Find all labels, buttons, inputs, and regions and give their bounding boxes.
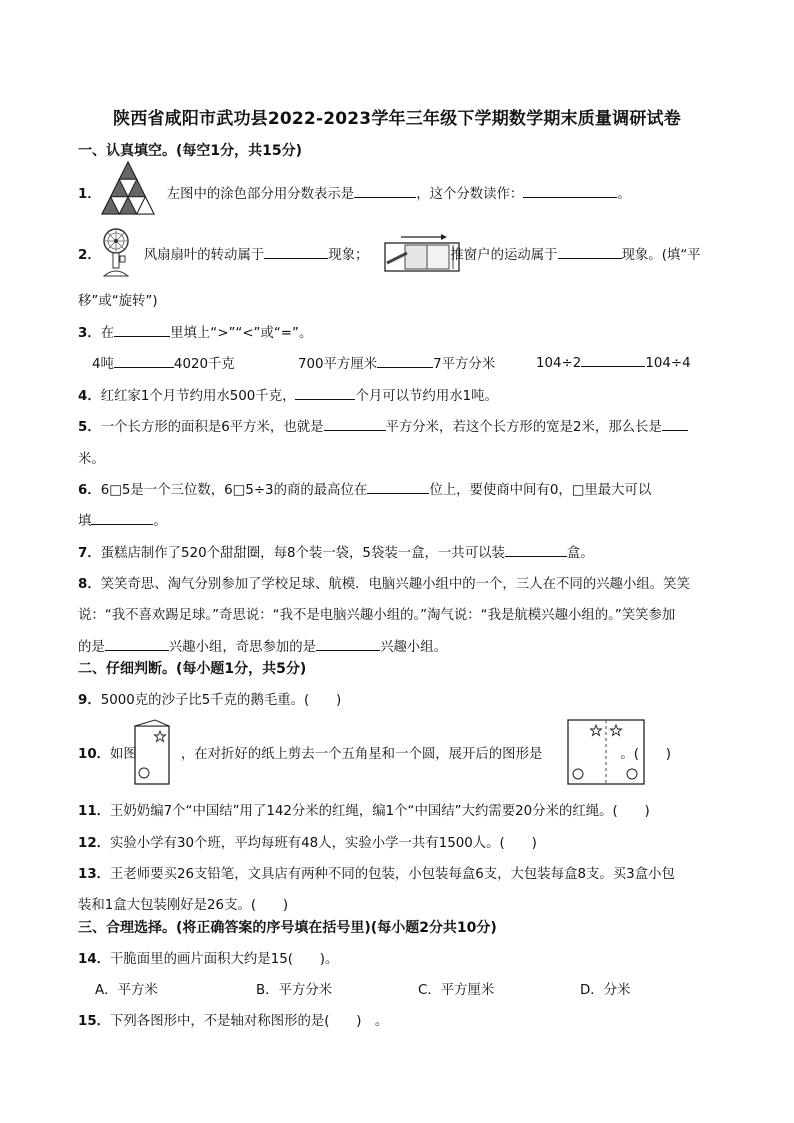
question-7: 7．蛋糕店制作了520个甜甜圈，每8个装一袋，5袋装一盒，一共可以装 盒。 bbox=[78, 542, 594, 561]
question-1: 1． 左图中的涂色部分用分数表示是 ，这个分数读作： 。 bbox=[78, 183, 631, 202]
compare-item-1: 4吨 4020千克 bbox=[92, 353, 235, 372]
section-1-heading: 一、认真填空。(每空1分，共15分) bbox=[78, 143, 303, 159]
question-15: 15．下列各图形中，不是轴对称图形的是( ) 。 bbox=[78, 1014, 389, 1029]
answer-blank[interactable] bbox=[367, 480, 429, 494]
question-9: 9．5000克的沙子比5千克的鹅毛重。( ) bbox=[78, 693, 342, 708]
question-12: 12．实验小学有30个班，平均每班有48人，实验小学一共有1500人。( ) bbox=[78, 836, 537, 851]
answer-blank[interactable] bbox=[114, 323, 170, 337]
question-4: 4．红红家1个月节约用水500千克， 个月可以节约用水1吨。 bbox=[78, 385, 498, 404]
answer-blank[interactable] bbox=[316, 637, 380, 651]
answer-blank[interactable] bbox=[264, 245, 328, 259]
question-6-continued: 填 。 bbox=[78, 510, 167, 529]
compare-item-2: 700平方厘米 7平方分米 bbox=[298, 353, 495, 372]
question-13: 13．王老师要买26支铅笔，文具店有两种不同的包装，小包装每盒6支，大包装每盒8支。买3盒小包 bbox=[78, 867, 675, 882]
question-10: 10．如图 ，在对折好的纸上剪去一个五角星和一个圆，展开后的图形是 。( ) bbox=[78, 747, 671, 762]
question-11: 11．王奶奶编7个“中国结”用了142分米的红绳，编1个“中国结”大约需要20分米的红绳。( ) bbox=[78, 804, 650, 819]
section-3-heading: 三、合理选择。(将正确答案的序号填在括号里)(每小题2分共10分) bbox=[78, 920, 497, 936]
answer-blank[interactable] bbox=[114, 354, 174, 368]
answer-blank[interactable] bbox=[505, 543, 567, 557]
answer-blank[interactable] bbox=[377, 354, 433, 368]
answer-blank[interactable] bbox=[105, 637, 169, 651]
answer-blank[interactable] bbox=[662, 417, 688, 431]
answer-blank[interactable] bbox=[354, 184, 416, 198]
question-6: 6．6□5是一个三位数，6□5÷3的商的最高位在 位上，要使商中间有0，□里最大可以 bbox=[78, 479, 651, 498]
question-13-line-2: 装和1盒大包装刚好是26支。( ) bbox=[78, 898, 289, 913]
section-2-heading: 二、仔细判断。(每小题1分，共5分) bbox=[78, 661, 307, 677]
answer-blank[interactable] bbox=[581, 353, 645, 367]
question-5: 5．一个长方形的面积是6平方米，也就是 平方分米，若这个长方形的宽是2米，那么长是 bbox=[78, 416, 688, 435]
option-d[interactable]: D．分米 bbox=[580, 983, 631, 998]
question-8: 8．笑笑奇思、淘气分别参加了学校足球、航模．电脑兴趣小组中的一个，三人在不同的兴趣小组。笑笑 bbox=[78, 577, 690, 592]
question-2-continued: 移”或“旋转”) bbox=[78, 294, 158, 309]
compare-item-3: 104÷2 104÷4 bbox=[536, 353, 691, 371]
question-14: 14．干脆面里的画片面积大约是15( )。 bbox=[78, 952, 339, 967]
answer-blank[interactable] bbox=[295, 386, 355, 400]
option-c[interactable]: C．平方厘米 bbox=[418, 983, 495, 998]
question-8-line-3: 的是 兴趣小组，奇思参加的是 兴趣小组。 bbox=[78, 636, 447, 655]
question-2: 2． 风扇扇叶的转动属于 现象； 推窗户的运动属于 现象。(填“平 bbox=[78, 244, 701, 263]
answer-blank[interactable] bbox=[324, 417, 386, 431]
question-3: 3．在 里填上“>”“<”或“=”。 bbox=[78, 322, 312, 341]
question-8-line-2: 说：“我不喜欢踢足球。”奇思说：“我不是电脑兴趣小组的。”淘气说：“我是航模兴趣小组的。”笑笑参加 bbox=[78, 608, 676, 623]
answer-blank[interactable] bbox=[523, 184, 617, 198]
exam-title: 陕西省咸阳市武功县2022-2023学年三年级下学期数学期末质量调研试卷 bbox=[113, 109, 681, 129]
answer-blank[interactable] bbox=[91, 511, 153, 525]
answer-blank[interactable] bbox=[558, 245, 622, 259]
option-b[interactable]: B．平方分米 bbox=[256, 983, 333, 998]
option-a[interactable]: A．平方米 bbox=[95, 983, 158, 998]
question-5-continued: 米。 bbox=[78, 452, 105, 467]
